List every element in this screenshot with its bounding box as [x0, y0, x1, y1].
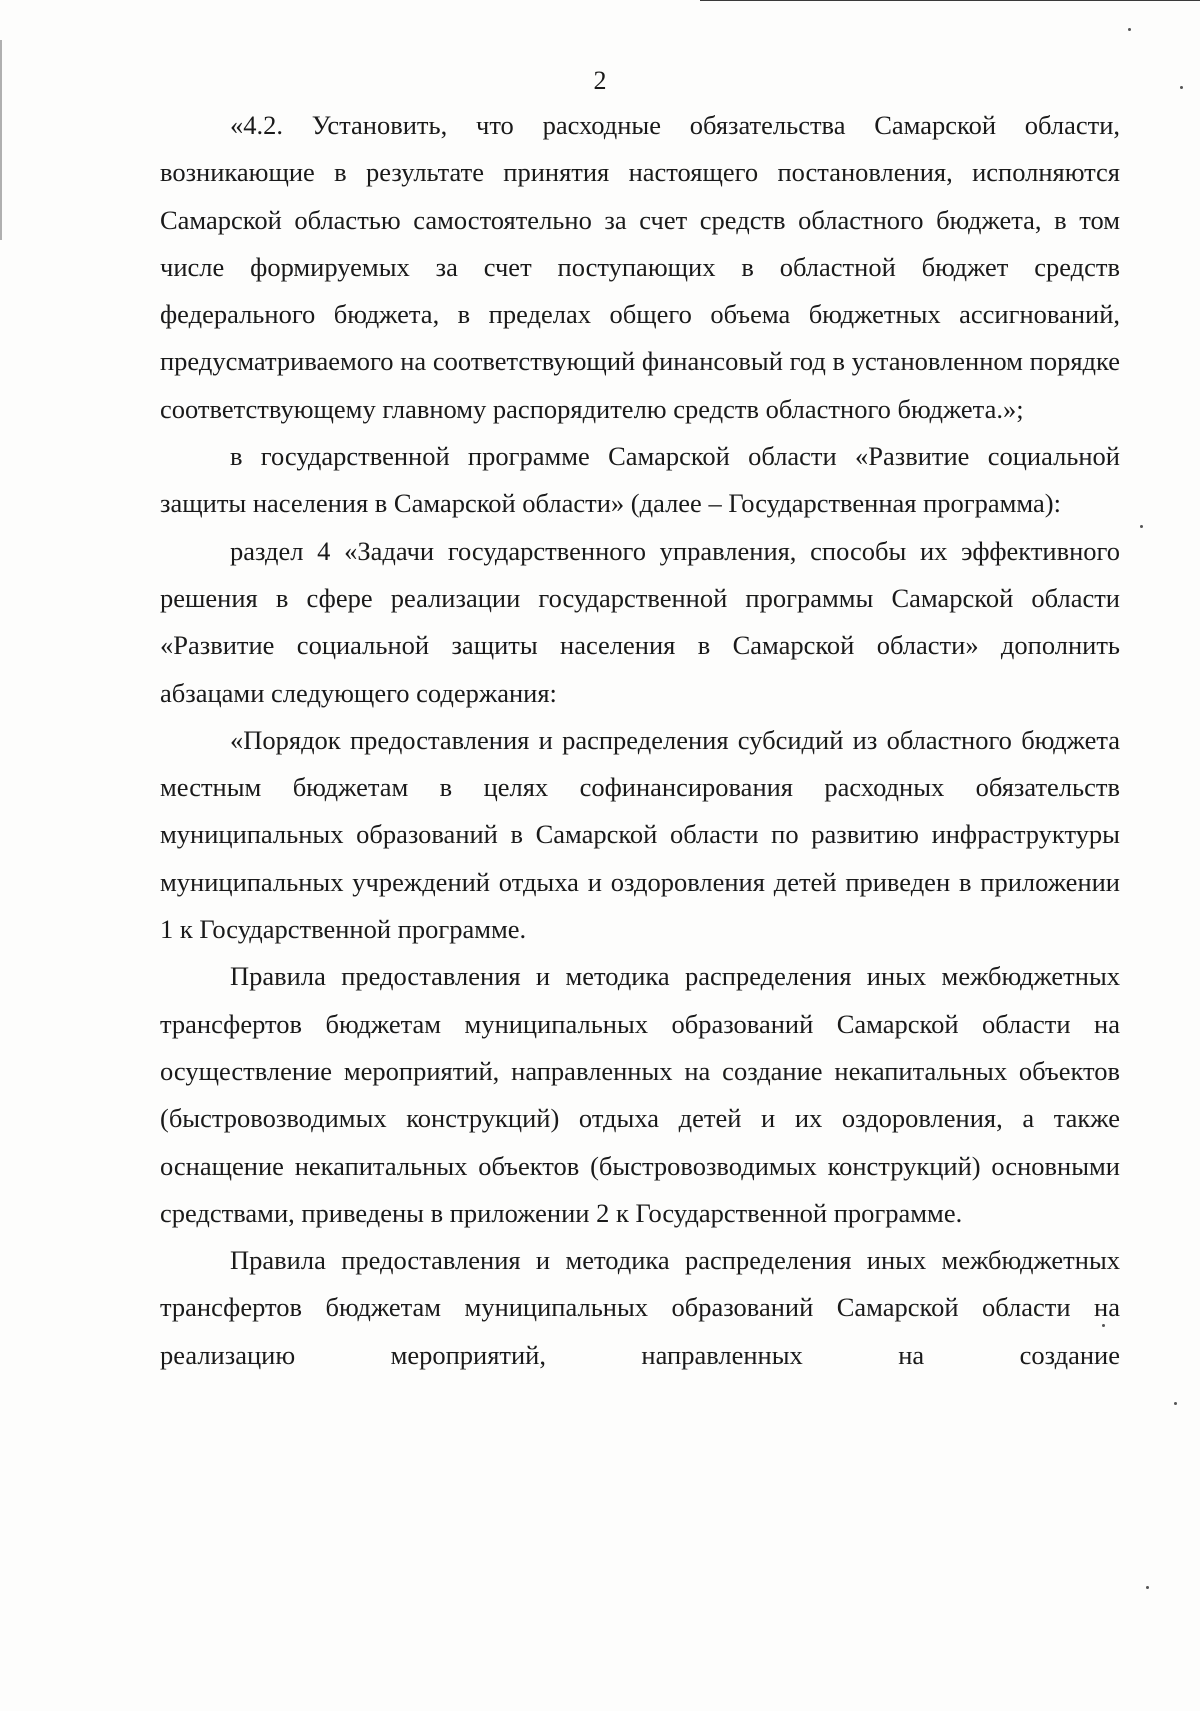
document-body [160, 102, 1120, 1379]
paragraph-rules-non-capital: Правила предоставления и методика распределения иных межбюджетных трансфертов бюджетам муниципальных образований Самарской области на осуществление мероприятий, направленных на создание некапитальных объектов (быстровозводимых конструкций) отдыха детей и их оздоровления, а также оснащение некапитальных объектов (быстровозводимых конструкций) основными средствами, приведены в приложении 2 к Государственной программе. [160, 961, 1120, 1228]
paragraph-subsidy-procedure: «Порядок предоставления и распределения субсидий из областного бюджета местным бюджетам в целях софинансирования расходных обязательств муниципальных образований в Самарской области по развитию инфраструктуры муниципальных учреждений отдыха и оздоровления детей приведен в приложении 1 к Государственной программе. [160, 724, 1120, 945]
scan-speck [1174, 1402, 1177, 1405]
paragraph-state-program: в государственной программе Самарской области «Развитие социальной защиты населения в Самарской области» (далее – Государственная программа): [160, 441, 1120, 519]
scan-speck [1180, 86, 1183, 89]
scan-speck [1140, 525, 1143, 528]
page-number: 2 [593, 66, 607, 95]
scan-speck [1128, 28, 1131, 31]
paragraph-rules-creation: Правила предоставления и методика распределения иных межбюджетных трансфертов бюджетам муниципальных образований Самарской области на реализацию мероприятий, направленных на создание [160, 1245, 1120, 1370]
paragraph-section-4: раздел 4 «Задачи государственного управления, способы их эффективного решения в сфере реализации государственной программы Самарской области «Развитие социальной защиты населения в Самарской области» дополнить абзацами следующего содержания: [160, 535, 1120, 708]
scan-speck [1102, 1324, 1105, 1327]
scan-top-rule [700, 0, 1200, 1]
paragraph-4-2: «4.2. Установить, что расходные обязательства Самарской области, возникающие в результате принятия настоящего постановления, исполняются Самарской областью самостоятельно за счет средств областного бюджета, в том числе формируемых за счет поступающих в областной бюджет средств федерального бюджета, в пределах общего объема бюджетных ассигнований, предусматриваемого на соответствующий финансовый год в установленном порядке соответствующему главному распорядителю средств областного бюджета.»; [160, 110, 1120, 424]
scan-speck [1146, 1586, 1149, 1589]
